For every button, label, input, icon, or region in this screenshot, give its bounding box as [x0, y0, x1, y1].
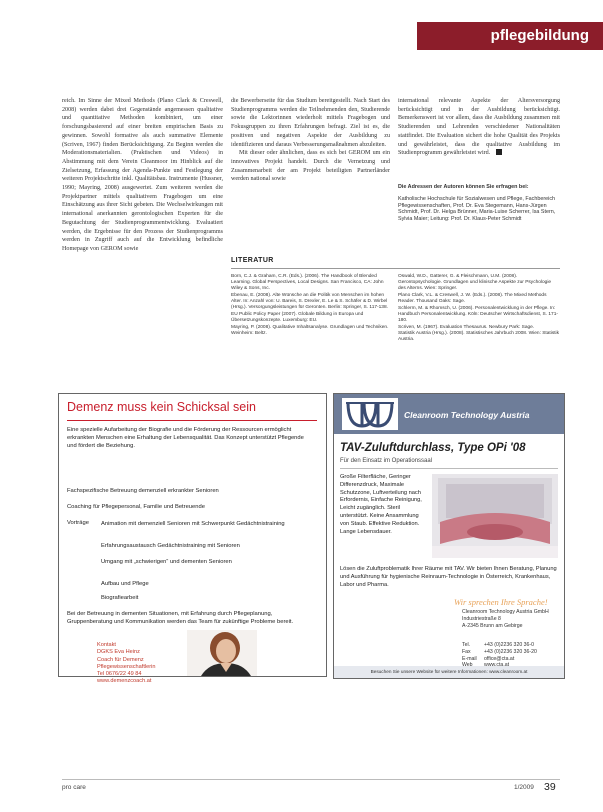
literature-entry: Oswald, W.D., Gatterer, G. & Fleischmann, U.M. (2008). Gerontopsychologie. Grundlagen und klinische Aspekte zur Psychologie des Alterns. Wien: Springer.	[398, 274, 552, 292]
contact-line: Kontakt	[97, 642, 116, 648]
contact-line: DGKS Eva Heinz	[97, 649, 140, 656]
literature-entry: EU Public Policy Paper (2007). Globale Bildung in Europa und Übersetzungskonzepte. Luxemburg: EU.	[231, 311, 364, 323]
issue-number: 1/2009	[514, 784, 534, 791]
product-description: Lösen die Zuluftproblematik Ihrer Räume mit TAV. Wir bieten Ihnen Beratung, Planung und Ausführung für hygienische Reinraum-Technologie in Österreich, Krankenhaus, Labor und Pharma.	[340, 566, 557, 588]
literature-entry: Ebenau, E. (2008). Alte Wünsche an die Politik von Menschen im hohen Alter. In: Anzahl von: U. Bareis, S. Drexler, E. Le & S. Schäfer & D. Wirbel (Hrsg.). Versorgungsleistungen für Geronten. Berlin: Springer, S. 117-138.	[231, 292, 388, 311]
body-column-1	[62, 97, 223, 254]
body-paragraph: reich. Im Sinne der Mixed Methods (Plano Clark & Creswell, 2008) werden dabei drei Gegenstände angemessen qualitative und quantitative Methoden kombiniert, um einer forschungsbasierend auf einer breiten empirischen Basis zu gewinnen. Sowohl formative als auch summative Elemente (Scriven, 1967) finden Berücksichtigung. Zu Beginn werden die Moderationsmaterialien. (Praktischen und Videos) in Abstimmung mit dem Verein Cleanmoor im Hinblick auf die Zielsetzung, Erfassung der Agenda-Punkte und Festlegung der weiteren Projektschritte inkl. Qualitätsbau. Instrumente (Hussner, 1990; Mayring, 2008) ausgewertet. Zum weiteren werden die Projektpartner mittels qualitativem Fragebogen um eine Einschätzung aus ihrer Sicht gebeten. Die Wechselwirkungen mit international anerkannten gerontologischen Experten für die Begutachtung der Studienprogrammentwicklung. Evaluatiert werden, die Ergebnisse für den Prozess der Studienprogramms werden in Zugriff auch auf die Entwicklung befindliche Homepage von GEROM sowie	[62, 98, 223, 252]
literature-entry: Scriven, M. (1967). Evaluation Thesaurus. Newbury Park: Sage.	[398, 324, 535, 330]
literature-divider	[231, 268, 560, 269]
literature-list-left	[231, 274, 389, 337]
ad-offer-item: Animation mit demenziell Senioren mit Schwerpunkt Gedächtnistraining	[101, 521, 285, 527]
ad-line: Coaching für Pflegepersonal, Familie und Betreuende	[67, 504, 205, 510]
ad-slogan: Wir sprechen Ihre Sprache!	[454, 597, 548, 607]
literature-entry: Statistik Austria (Hrsg.). (2008). Statistisches Jahrbuch 2008. Wien: Statistik Austria.	[398, 331, 560, 343]
author-info-text: Katholische Hochschule für Sozialwesen und Pflege, Fachbereich Pflegewissenschaften, Prof. Dr. Eva Stegemann, Hans-Jürgen Schmidt, Prof. Dr. Helga Brünner, Maria-Luise Scherrer, Isa Stern, Sylvia Maier; Leitung: Prof. Dr. Klaus-Peter Schmidt	[398, 195, 556, 223]
contact-row: Tel. +43 (0)2236 320 36-0	[462, 642, 535, 648]
ad-footer-text: Bei der Betreuung in dementen Situationen, mit Erfahrung durch Pflegeplanung, Gruppenberatung und Kommunikation werden das Team für zukünftige Probleme bereit.	[67, 611, 294, 625]
contact-row[interactable]: E-mail office@cta.at	[462, 655, 515, 662]
ad-contact	[97, 642, 155, 686]
ad-banner	[334, 394, 564, 434]
ad-line: Fachspezifische Betreuung demenziell erkrankter Senioren	[67, 488, 219, 494]
company-address	[462, 609, 549, 629]
brand-name: Cleanroom Technology Austria	[404, 410, 530, 420]
section-title: pflegebildung	[490, 27, 589, 44]
ad-title: Demenz muss kein Schicksal sein	[67, 400, 256, 414]
portrait-photo	[187, 630, 257, 676]
contact-link[interactable]: www.demenzcoach.at	[97, 678, 152, 685]
section-header-bar	[417, 22, 603, 50]
body-paragraph: international relevante Aspekte der Altersversorgung berücksichtigt und in der Ausbildung berücksichtigt. Bemerkenswert ist vor allem, dass die Ausbildung zusammen mit Studierenden und Lehrenden verschiedener Nationalitäten stattfindet. Die Evaluation sichert die hohe Qualität des Projekts und gewährleistet, dass die qualitative Ausbildung im Studienprogramm gewährleistet wird.	[398, 98, 560, 157]
magazine-name: pro care	[62, 784, 86, 791]
body-column-2	[231, 97, 390, 184]
ad-offer-item: Biografiearbeit	[101, 595, 139, 601]
ad-divider	[340, 468, 558, 469]
literature-entry: Schlerm, M. & Rhomsch, U. (2006). Personalentwicklung in der Pflege. In: Handbuch Personalentwicklung. Köln: Deutscher Wirtschaftsdienst, S. 171-180.	[398, 305, 558, 323]
body-paragraph: die Bewerberseite für das Studium bereitgestellt. Nach Start des Studienprogramms werden die Teilnehmenden den, Studierende sowie die Lektorinnen wiederholt mittels Fragebogen und Fokusgruppen zu ihren Erfahrungen befragt. Ziel ist es, die positiven und negativen Aspekte der Ausbildung zu identifizieren und daraus Verbesserungsmaßnahmen abzuleiten.	[231, 98, 390, 148]
literature-entry: Plano Clark, V.L. & Creswell, J. W. (Eds.). (2008). The Mixed Methods Reader. Thousand Oaks: Sage.	[398, 292, 547, 304]
ad-offer-item: Erfahrungsaustausch Gedächtnistraining mit Senioren	[101, 543, 240, 549]
contact-line: Pflegewissenschaftlerin	[97, 663, 156, 670]
body-paragraph: Mit dieser oder ähnlichen, dass es sich bei GEROM um ein innovatives Projekt handelt. Durch die Vernetzung und Zusammenarbeit der am Projekt beteiligten Partnerländer werden national sowie	[231, 150, 390, 183]
contact-line: Coach für Demenz	[97, 656, 144, 663]
literature-entry: Mayring, P. (2008). Qualitative Inhaltsanalyse. Grundlagen und Techniken. Weinheim: Beltz.	[231, 324, 389, 336]
ad-title-rule	[67, 420, 317, 421]
cta-logo-icon	[342, 398, 398, 430]
cleanroom-advertisement	[333, 393, 565, 679]
body-column-3	[398, 97, 560, 158]
ad-offer-label: Vorträge	[67, 520, 89, 526]
footer-divider	[62, 779, 560, 780]
author-info	[398, 184, 560, 223]
product-title: TAV-Zuluftdurchlass, Type OPi '08	[340, 442, 526, 454]
product-photo	[432, 474, 558, 558]
address-line: A-2345 Brunn am Gebirge	[462, 622, 523, 629]
ad-offer-item: Aufbau und Pflege	[101, 581, 149, 587]
end-mark-icon	[496, 149, 502, 155]
literature-heading: LITERATUR	[231, 257, 274, 264]
address-line: Cleanroom Technology Austria GmbH	[462, 609, 549, 615]
product-features: Große Filterfläche, Geringer Differenzdruck, Maximale Schutzzone, Luftverteilung nach Erfordernis, Einfache Reinigung, Leicht zugänglich. Steril unterstützt. Keine Ansammlung von Staub. Effektive Reduktion. Lange Lebensdauer.	[340, 474, 422, 535]
literature-entry: Born, C.J. & Graham, C.R. (Eds.). (2006). The Handbook of Blended Learning. Global Perspectives, Local Designs. San Francisco, CA: John Wiley & Sons, Inc.	[231, 274, 384, 292]
product-subtitle: Für den Einsatz im Operationssaal	[340, 458, 433, 464]
address-line: Industriestraße 8	[462, 615, 501, 622]
ad-intro: Eine spezielle Aufarbeitung der Biografie und die Förderung der Ressourcen ermöglicht erkrankten Menschen eine Erhaltung der Lebensqualität. Das Konzept unterstützt Pflegende und fördert die Beziehung.	[67, 427, 304, 449]
contact-row: Fax +43 (0)2236 320 36-20	[462, 648, 537, 655]
contact-line: Tel 0676/22 49 84	[97, 671, 142, 678]
ad-footer-bar: Besuchen Sie unsere Website für weitere Informationen: www.cleanroom.at	[334, 666, 564, 678]
ad-offer-item: Umgang mit „schwierigen“ und dementen Senioren	[101, 559, 232, 565]
page-number: 39	[544, 781, 556, 793]
author-info-heading: Die Adressen der Autoren können Sie erfragen bei:	[398, 184, 529, 190]
literature-list-right	[398, 274, 560, 344]
demenz-advertisement	[58, 393, 327, 685]
